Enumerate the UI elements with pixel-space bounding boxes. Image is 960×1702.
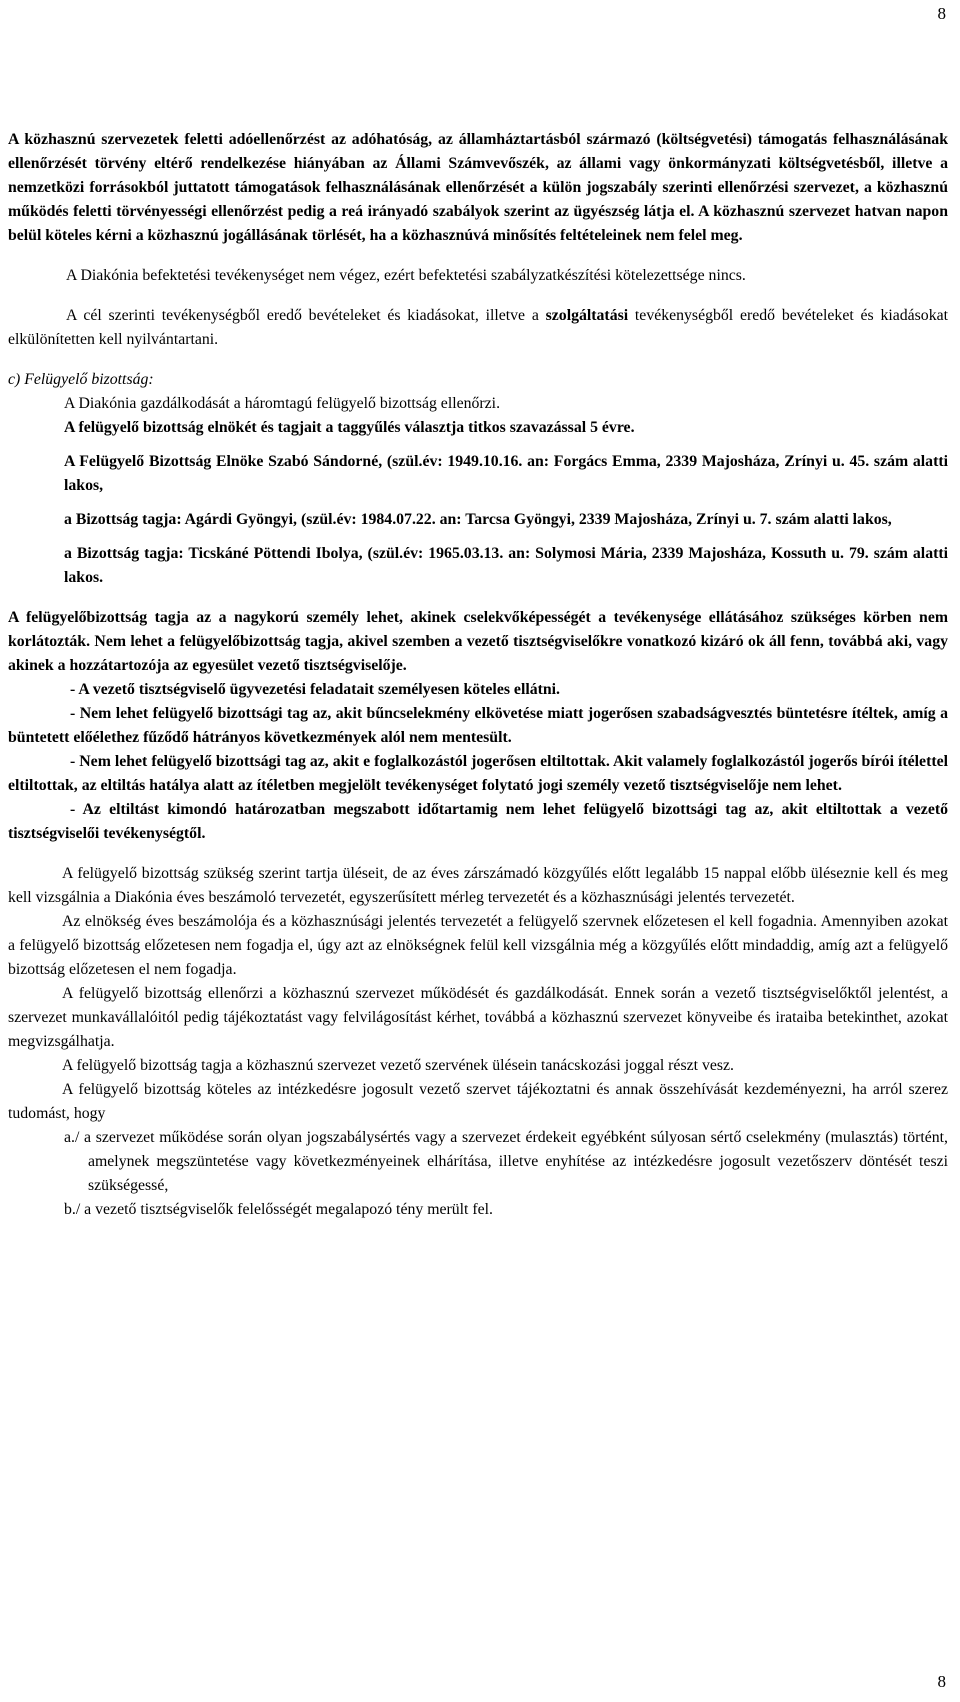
page-number-bottom: 8	[937, 1672, 946, 1691]
list-item-b: b./ a vezető tisztségviselők felelősségét megalapozó tény merült fel.	[64, 1201, 493, 1218]
paragraph-control: A felügyelő bizottság ellenőrzi a közhasznú szervezet működését és gazdálkodását. Ennek során a vezető tisztségviselőktől jelentést, a szervezet munkavállalóitól pedig tájékoztatást vagy felvilágosítást kérhet, továbbá a közhasznú szervezet könyveibe és irataiba betekinthet, azokat megvizsgálhatja.	[8, 985, 948, 1050]
page-number-top: 8	[937, 4, 946, 23]
dash-item-2: - Nem lehet felügyelő bizottsági tag az, akit bűncselekmény elkövetése miatt jogerősen szabadságvesztés büntetésre ítéltek, amíg a büntetett előélethez fűződő hátrányos következmények alól nem mentesült.	[8, 705, 948, 746]
section-heading-c: c) Felügyelő bizottság:	[8, 371, 154, 388]
paragraph-meetings: A felügyelő bizottság szükség szerint tartja üléseit, de az éves zárszámadó közgyűlés előtt legalább 15 nappal előbb üléseznie kell és meg kell vizsgálnia a Diakónia éves beszámoló tervezetét, egyszerűsített mérleg tervezetét és a közhasznúsági jelentés tervezetét.	[8, 865, 948, 906]
dash-item-3: - Nem lehet felügyelő bizottsági tag az, akit e foglalkozástól jogerősen eltiltottak. Akit valamely foglalkozástól jogerős bírói ítélettel eltiltottak, az eltiltás hatálya alatt az ítéletben megjelölt tevékenységet folytató jogi személy vezető tisztségviselője nem lehet.	[8, 753, 948, 794]
member-chair: A Felügyelő Bizottság Elnöke Szabó Sándorné, (szül.év: 1949.10.16. an: Forgács Emma, 2339 Majosháza, Zrínyi u. 45. szám alatti lakos,	[64, 453, 948, 494]
member-3: a Bizottság tagja: Ticskáné Pöttendi Ibolya, (szül.év: 1965.03.13. an: Solymosi Mária, 2339 Majosháza, Kossuth u. 79. szám alatti lakos.	[64, 545, 948, 586]
list-item-a: a./ a szervezet működése során olyan jogszabálysértés vagy a szervezet érdekeit egyébként súlyosan sértő cselekmény (mulasztás) történt, amelynek megszüntetése vagy következményeinek elhárítása, illetve enyhítése az intézkedésre jogosult vezetőszerv döntését teszi szükségessé,	[64, 1129, 948, 1194]
paragraph-supervision: A közhasznú szervezetek feletti adóellenőrzést az adóhatóság, az államháztartásból származó (költségvetési) támogatás felhasználásának ellenőrzését törvény eltérő rendelkezése hiányában az Állami Számvevőszék, az állami vagy önkormányzati költségvetésből, illetve a nemzetközi forrásokból juttatott támogatások felhasználásának ellenőrzését a külön jogszabály szerinti ellenőrzési szervezet, a közhasznú működés feletti törvényességi ellenőrzést pedig a reá irányadó szabályok szerint az ügyészség látja el. A közhasznú szervezet hatvan napon belül köteles kérni a közhasznú jogállásának törlését, ha a közhasznúvá minősítés feltételeinek nem felel meg.	[8, 131, 948, 244]
document-body	[8, 128, 948, 1222]
paragraph-notification: A felügyelő bizottság köteles az intézkedésre jogosult vezető szervet tájékoztatni és annak összehívását kezdeményezni, ha arról szerez tudomást, hogy	[8, 1081, 948, 1122]
paragraph-accounting: A cél szerinti tevékenységből eredő bevételeket és kiadásokat, illetve a szolgáltatási tevékenységből eredő bevételeket és kiadásokat elkülönítetten kell nyilvántartani.	[8, 307, 948, 348]
dash-item-1: - A vezető tisztségviselő ügyvezetési feladatait személyesen köteles ellátni.	[70, 681, 561, 698]
paragraph-report-approval: Az elnökség éves beszámolója és a közhasznúsági jelentés tervezetét a felügyelő szervnek előzetesen el kell fogadnia. Amennyiben azokat a felügyelő bizottság előzetesen nem fogadja el, úgy azt az elnökségnek felül kell vizsgálnia még a közgyűlés előtt mindaddig, amíg azt a felügyelő bizottság előzetesen el nem fogadja.	[8, 913, 948, 978]
dash-item-4: - Az eltiltást kimondó határozatban megszabott időtartamig nem lehet felügyelő bizottsági tag az, akit eltiltottak a vezető tisztségviselői tevékenységtől.	[8, 801, 948, 842]
paragraph-investment: A Diakónia befektetési tevékenységet nem végez, ezért befektetési szabályzatkészítési kötelezettsége nincs.	[66, 267, 746, 284]
paragraph-participation: A felügyelő bizottság tagja a közhasznú szervezet vezető szervének ülésein tanácskozási joggal részt vesz.	[62, 1057, 734, 1074]
supervisory-board-line2: A felügyelő bizottság elnökét és tagjait a taggyűlés választja titkos szavazással 5 évre.	[64, 419, 635, 436]
supervisory-board-line1: A Diakónia gazdálkodását a háromtagú felügyelő bizottság ellenőrzi.	[64, 395, 501, 412]
paragraph-eligibility: A felügyelőbizottság tagja az a nagykorú személy lehet, akinek cselekvőképességét a tevékenysége ellátásához szükséges körben nem korlátozták. Nem lehet a felügyelőbizottság tagja, akivel szemben a vezető tisztségviselőkre vonatkozó kizáró ok áll fenn, továbbá aki, vagy akinek a hozzátartozója az egyesület vezető tisztségviselője.	[8, 609, 948, 674]
member-2: a Bizottság tagja: Agárdi Gyöngyi, (szül.év: 1984.07.22. an: Tarcsa Gyöngyi, 2339 Majosháza, Zrínyi u. 7. szám alatti lakos,	[64, 511, 892, 528]
